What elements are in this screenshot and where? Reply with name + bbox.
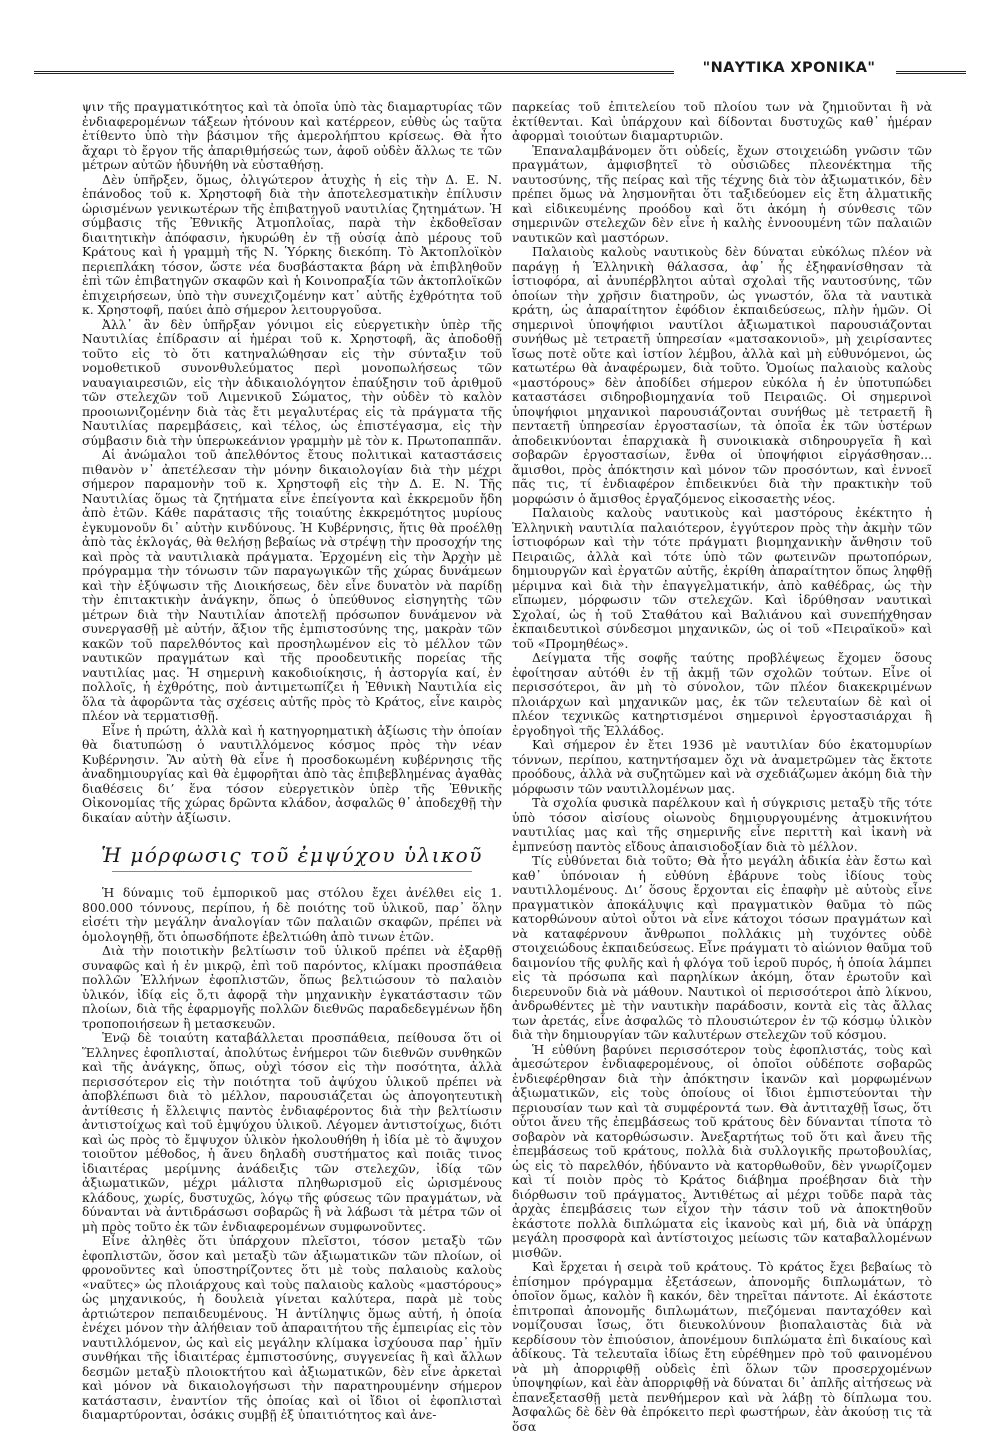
paragraph: Ἡ δύναμις τοῦ ἐμπορικοῦ μας στόλου ἔχει ἀνέλθει εἰς 1. 800.000 τόννους, περίπου, ἡ δὲ ποιότης τοῦ ὑλικοῦ, παρ᾽ ὅλην εἰσέτι τὴν μεγάλην ἀναλογίαν τῶν παλαιῶν σκαφῶν, πρέπει νὰ ὁμολογηθῇ, ὅτι ὁπωσδήποτε ἐβελτιώθη ἀπὸ τινων ἐτῶν.	[82, 886, 502, 944]
paragraph: Ἐνῷ δὲ τοιαύτη καταβάλλεται προσπάθεια, πείθουσα ὅτι οἱ Ἕλληνες ἐφοπλισταί, ἀπολύτως ἐνήμεροι τῶν διεθνῶν συνθηκῶν καὶ τῆς ἀνάγκης, ὅπως, οὐχὶ τόσον εἰς τὴν ποσότητα, ἀλλὰ περισσότερον εἰς τὴν ποιότητα τοῦ ἀψύχου ὑλικοῦ πρέπει νὰ ἀποβλέπωσι διὰ τὸ μέλλον, παρουσιάζεται ὡς ἀπογοητευτικὴ ἀντίθεσις ἡ ἔλλειψις παντὸς ἐνδιαφέροντος διὰ τὴν βελτίωσιν ἀντιστοίχως καὶ τοῦ ἐμψύχου ὑλικοῦ. Λέγομεν ἀντιστοίχως, διότι καὶ ὡς πρὸς τὸ ἔμψυχον ὑλικὸν ἠκολουθήθη ἡ ἰδία μὲ τὸ ἄψυχον τοιοῦτον μέθοδος, ἡ ἄνευ δηλαδὴ συστήματος καὶ ποιᾶς τινος ἰδιαιτέρας μερίμνης ἀνάδειξις τῶν στελεχῶν, ἰδίᾳ τῶν ἀξιωματικῶν, μέχρι μάλιστα πληθωρισμοῦ εἰς ὡρισμένους κλάδους, χωρίς, δυστυχῶς, λόγῳ τῆς φύσεως τῶν πραγμάτων, νὰ δύνανται νὰ ἀντιδράσωσι σοβαρῶς ἢ νὰ λάβωσι τὰ μέτρα τῶν οἱ μὴ πρὸς τοῦτο ἐκ τῶν ἐνδιαφερομένων συμφωνοῦντες.	[82, 1031, 502, 1234]
header-rule-left	[34, 71, 674, 74]
paragraph: Καὶ ἔρχεται ἡ σειρὰ τοῦ κράτους. Τὸ κράτος ἔχει βεβαίως τὸ ἐπίσημον πρόγραμμα ἐξετάσεων, ἀπονομῆς διπλωμάτων, τὸ ὁποῖον ὅμως, καλὸν ἢ κακόν, δὲν τηρεῖται πάντοτε. Αἱ ἑκάστοτε ἐπιτροπαὶ ἀπονομῆς διπλωμάτων, πιεζόμεναι πανταχόθεν καὶ νομίζουσαι ἴσως, ὅτι διευκολύνουν βιοπαλαιστὰς διὰ νὰ κερδίσουν τὸν ἐπιούσιον, ἀπονέμουν διπλώματα ἐπὶ δικαίους καὶ ἀδίκους. Τὰ τελευταῖα ἰδίως ἔτη εὑρέθημεν πρὸ τοῦ φαινομένου νὰ μὴ ἀπορριφθῇ οὐδεὶς ἐπὶ ὅλων τῶν προσερχομένων ὑποψηφίων, καὶ ἐὰν ἀπορριφθῇ νὰ δύναται δι᾽ ἁπλῆς αἰτήσεως νὰ ἐπανεξετασθῇ μετὰ πενθήμερον καὶ νὰ λάβῃ τὸ δίπλωμα του. Ἀσφαλῶς δὲ δὲν θὰ ἐπρόκειτο περὶ φωστήρων, ἐὰν ἀκούσῃ τις τὰ ὅσα	[512, 1260, 932, 1434]
page-header	[34, 58, 966, 88]
left-column	[82, 100, 502, 1423]
paragraph: Καὶ σήμερον ἐν ἔτει 1936 μὲ ναυτιλίαν δύο ἑκατομυρίων τόννων, περίπου, κατηντήσαμεν ὄχι νὰ ἀναμετρῶμεν τὰς ἔκτοτε προόδους, ἀλλὰ νὰ συζητῶμεν καὶ νὰ σχεδιάζωμεν ἀκόμη διὰ τὴν μόρφωσιν τῶν ναυτιλλομένων μας.	[512, 738, 932, 796]
paragraph: Παλαιοὺς καλοὺς ναυτικοὺς δὲν δύναται εὐκόλως πλέον νὰ παράγῃ ἡ Ἑλληνικὴ θάλασσα, ἀφ᾽ ἧς ἐξηφανίσθησαν τὰ ἱστιοφόρα, αἱ ἀνυπέρβλητοι αὐταὶ σχολαὶ τῆς ναυτοσύνης, τῶν ὁποίων τὴν χρῆσιν διατηροῦν, ὡς γνωστόν, ὅλα τὰ ναυτικὰ κράτη, ὡς ἀπαραίτητον ἐφόδιον ἐκπαιδεύσεως, πλὴν ἡμῶν. Οἱ σημερινοὶ ὑποψήφιοι ναυτίλοι ἀξιωματικοὶ παρουσιάζονται συνήθως μὲ τετραετῆ ὑπηρεσίαν «ματσακονιοῦ», μὴ χειρίσαντες ἴσως ποτὲ οὔτε καὶ ἱστίον λέμβου, ἀλλὰ καὶ μὴ εὐθυνόμενοι, ὡς κατωτέρω θὰ ἀναφέρωμεν, διὰ τοῦτο. Ὁμοίως παλαιοὺς καλοὺς «μαστόρους» δὲν ἀποδίδει σήμερον εὐκόλα ἡ ἐν ὑποτυπώδει καταστάσει σιδηροβιομηχανία τοῦ Πειραιῶς. Οἱ σημερινοὶ ὑποψήφιοι μηχανικοὶ παρουσιάζονται συνήθως μὲ τετραετῆ ἢ πενταετῆ ὑπηρεσίαν ἐργοστασίων, τὰ ὁποῖα ἐκ τῶν ὑστέρων ἀποδεικνύονται ἐπαρχιακὰ ἢ συνοικιακὰ σιδηρουργεῖα ἢ καὶ σοβαρῶν ἐργοστασίων, ἔνθα οἱ ὑποψήφιοι εἰργάσθησαν... ἄμισθοι, πρὸς ἀπόκτησιν καὶ μόνον τῶν προσόντων, καὶ ἐννοεῖ πᾶς τις, τί ἐνδιαφέρον ἐπιδεικνύει διὰ τὴν πρακτικὴν τοῦ μορφώσιν ὁ ἄμισθος ἐργαζόμενος εἰκοσαετὴς νέος.	[512, 245, 932, 506]
paragraph: Τίς εὐθύνεται διὰ τοῦτο; Θὰ ἦτο μεγάλη ἀδικία ἐὰν ἔστω καὶ καθ᾽ ὑπόνοιαν ἡ εὐθύνη ἐβάρυνε τοὺς ἰδίους τοὺς ναυτιλλομένους. Διʼ ὅσους ἔρχονται εἰς ἐπαφὴν μὲ αὐτοὺς εἶνε πραγματικὸν ἀποκάλυψις καὶ πραγματικὸν θαῦμα τὸ πῶς κατορθώνουν αὐτοὶ οὗτοι νὰ εἶνε κάτοχοι τόσων πραγμάτων καὶ νὰ καταφέρνουν ἄνθρωποι πολλάκις μὴ τυχόντες οὐδὲ στοιχειώδους ἐκπαιδεύσεως. Εἶνε πράγματι τὸ αἰώνιον θαῦμα τοῦ δαιμονίου τῆς φυλῆς καὶ ἡ φλόγα τοῦ ἱεροῦ πυρός, ἡ ὁποία λάμπει εἰς τὰ πρόσωπα καὶ παρηλίκων ἀκόμη, ὅταν ἐρωτοῦν καὶ διερευνοῦν διὰ νὰ μάθουν. Ναυτικοὶ οἱ περισσότεροι ἀπὸ λίκνου, ἀνδρωθέντες μὲ τὴν ναυτικὴν παράδοσιν, κοντὰ εἰς τὰς ἄλλας των ἀρετάς, εἶνε ἀσφαλῶς τὸ πλουσιώτερον ἐν τῷ κόσμῳ ὑλικὸν διὰ τὴν δημιουργίαν τῶν καλυτέρων στελεχῶν τοῦ κόσμου.	[512, 854, 932, 1042]
paragraph: Παλαιοὺς καλοὺς ναυτικοὺς καὶ μαστόρους ἐκέκτητο ἡ Ἑλληνικὴ ναυτιλία παλαιότερον, ἐγγύτερον πρὸς τὴν ἀκμὴν τῶν ἱστιοφόρων καὶ τὴν τότε πράγματι βιομηχανικὴν ἄνθησιν τοῦ Πειραιῶς, ἀλλὰ καὶ τότε ὑπὸ τῶν φωτεινῶν πρωτοπόρων, δημιουργῶν καὶ ἐργατῶν αὐτῆς, ἐκρίθη ἀπαραίτητον ὅπως ληφθῇ μέριμνα καὶ διὰ τὴν ἐπαγγελματικήν, ἀπὸ καθέδρας, ὡς τὴν εἴπωμεν, μόρφωσιν τῶν στελεχῶν. Καὶ ἱδρύθησαν ναυτικαὶ Σχολαί, ὡς ἡ τοῦ Σταθάτου καὶ Βαλιάνου καὶ συνεπήχθησαν ἐκπαιδευτικοὶ σύνδεσμοι μηχανικῶν, ὡς οἱ τοῦ «Πειραϊκοῦ» καὶ τοῦ «Προμηθέως».	[512, 506, 932, 651]
paragraph: παρκείας τοῦ ἐπιτελείου τοῦ πλοίου των νὰ ζημιοῦνται ἢ νὰ ἐκτίθενται. Καὶ ὑπάρχουν καὶ δίδονται δυστυχῶς καθ᾽ ἡμέραν ἀφορμαὶ τοιούτων διαμαρτυριῶν.	[512, 100, 932, 143]
paragraph: Αἱ ἀνώμαλοι τοῦ ἀπελθόντος ἔτους πολιτικαὶ καταστάσεις πιθανὸν ν᾽ ἀπετέλεσαν τὴν μόνην δικαιολογίαν διὰ τὴν μέχρι σήμερον παραμονὴν τοῦ κ. Χρηστοφῆ εἰς τὴν Δ. Ε. Ν. Τῆς Ναυτιλίας ὅμως τὰ ζητήματα εἶνε ἐπείγοντα καὶ ἐκκρεμοῦν ἤδη ἀπὸ ἐτῶν. Κάθε παράτασις τῆς τοιαύτης ἐκκρεμότητος μυρίους ἐγκυμονοῦν δι᾽ αὐτὴν κινδύνους. Ἡ Κυβέρνησις, ἥτις θὰ προέλθῃ ἀπὸ τὰς ἐκλογάς, θὰ θελήσῃ βεβαίως νὰ στρέψῃ τὴν προσοχήν της καὶ πρὸς τὰ ναυτιλιακὰ πράγματα. Ἐρχομένη εἰς τὴν Ἀρχὴν μὲ πρόγραμμα τὴν τόνωσιν τῶν παραγωγικῶν τῆς χώρας δυνάμεων καὶ τὴν ἐξύψωσιν τῆς Διοικήσεως, δὲν εἶνε δυνατὸν νὰ παρίδῃ τὴν ἐπιτακτικὴν ἀνάγκην, ὅπως ὁ ὑπεύθυνος εἰσηγητὴς τῶν μέτρων διὰ τὴν Ναυτιλίαν ἀποτελῇ πρόσωπον δυνάμενον νὰ συνεργασθῇ μὲ αὐτήν, ἄξιον τῆς ἐμπιστοσύνης της, μακρὰν τῶν κακῶν τοῦ παρελθόντος καὶ προσηλωμένον εἰς τὸ μέλλον τῶν ναυτικῶν πραγμάτων καὶ τῆς προοδευτικῆς πορείας τῆς ναυτιλίας μας. Ἡ σημερινὴ κακοδιοίκησις, ἡ ἀστοργία καί, ἐν πολλοῖς, ἡ ἐχθρότης, ποὺ ἀντιμετωπίζει ἡ Ἐθνικὴ Ναυτιλία εἰς ὅλα τὰ ἀφορῶντα τὰς σχέσεις αὐτῆς πρὸς τὸ Κράτος, εἶνε καιρὸς πλέον νὰ τερματισθῇ.	[82, 448, 502, 723]
journal-title: "ΝΑΥΤΙΚΑ ΧΡΟΝΙΚΑ"	[702, 60, 876, 76]
paragraph: Τὰ σχολία φυσικὰ παρέλκουν καὶ ἡ σύγκρισις μεταξὺ τῆς τότε ὑπὸ τόσον αἰσίους οἰωνοὺς δημιουργουμένης ἀτμοκινήτου ναυτιλίας μας καὶ τῆς σημερινῆς εἶνε περιττὴ καὶ ἱκανὴ νὰ ἐμπνεύσῃ παντὸς εἴδους ἀπαισιοδοξίαν διὰ τὸ μέλλον.	[512, 796, 932, 854]
section-title: Ἡ μόρφωσις τοῦ ἐμψύχου ὑλικοῦ	[82, 843, 502, 872]
paragraph: Εἶνε ἡ πρώτη, ἀλλὰ καὶ ἡ κατηγορηματικὴ ἀξίωσις τὴν ὁποίαν θὰ διατυπώσῃ ὁ ναυτιλλόμενος κόσμος πρὸς τὴν νέαν Κυβέρνησιν. Ἂν αὐτὴ θὰ εἶνε ἡ προσδοκωμένη κυβέρνησις τῆς ἀναδημιουργίας καὶ θὰ ἐμφορῆται ἀπὸ τὰς ἐπιβεβλημένας ἀγαθὰς διαθέσεις διʼ ἕνα τόσον εὐεργετικὸν ὑπὲρ τῆς Ἐθνικῆς Οἰκονομίας τῆς χώρας δρῶντα κλάδον, ἀσφαλῶς θ᾽ ἀποδεχθῇ τὴν δικαίαν αὐτὴν ἀξίωσιν.	[82, 723, 502, 825]
paragraph: Ἡ εὐθύνη βαρύνει περισσότερον τοὺς ἐφοπλιστάς, τοὺς καὶ ἀμεσώτερον ἐνδιαφερομένους, οἱ ὁποῖοι οὐδέποτε σοβαρῶς ἐνδιεφέρθησαν διὰ τὴν ἀπόκτησιν ἱκανῶν καὶ μορφωμένων ἀξιωματικῶν, εἰς τοὺς ὁποίους οἱ ἴδιοι ἐμπιστεύονται τὴν περιουσίαν των καὶ τὰ συμφέροντά των. Θὰ ἀντιταχθῇ ἴσως, ὅτι οὗτοι ἄνευ τῆς ἐπεμβάσεως τοῦ κράτους δὲν δύνανται τίποτα τὸ σοβαρὸν νὰ κατορθώσωσιν. Ἀνεξαρτήτως τοῦ ὅτι καὶ ἄνευ τῆς ἐπεμβάσεως τοῦ κράτους, πολλὰ διὰ συλλογικῆς πρωτοβουλίας, ὡς εἰς τὸ παρελθόν, ἠδύναντο νὰ κατορθωθοῦν, δὲν γνωρίζομεν καὶ τί ποιὸν πρὸς τὸ Κράτος διάβημα προέβησαν διὰ τὴν διόρθωσιν τοῦ πράγματος. Ἀντιθέτως αἱ μέχρι τοῦδε παρὰ τὰς ἀρχὰς ἐπεμβάσεις των εἶχον τὴν τάσιν τοῦ νὰ ἀποκτηθοῦν ἑκάστοτε πολλὰ διπλώματα εἰς ἱκανοὺς καὶ μή, διὰ νὰ ὑπάρχῃ μεγάλη προσφορὰ καὶ ἀντίστοιχος μείωσις τῶν καταβαλλομένων μισθῶν.	[512, 1042, 932, 1260]
paragraph: Εἶνε ἀληθὲς ὅτι ὑπάρχουν πλεῖστοι, τόσον μεταξὺ τῶν ἐφοπλιστῶν, ὅσον καὶ μεταξὺ τῶν ἀξιωματικῶν τῶν πλοίων, οἱ φρονοῦντες καὶ ὑποστηρίζοντες ὅτι μὲ τοὺς παλαιοὺς καλοὺς «ναῦτες» ὡς πλοιάρχους καὶ τοὺς παλαιοὺς καλοὺς «μαστόρους» ὡς μηχανικούς, ἡ δουλειὰ γίνεται καλύτερα, παρὰ μὲ τοὺς ἀρτιώτερον πεπαιδευμένους. Ἡ ἀντίληψις ὅμως αὐτή, ἡ ὁποία ἐνέχει μόνον τὴν ἀλήθειαν τοῦ ἀπαραιτήτου τῆς ἐμπειρίας εἰς τὸν ναυτιλλόμενον, ὡς καὶ εἰς μεγάλην κλίμακα ἰσχύουσα παρ᾽ ἡμῖν συνθήκαι τῆς ἰδιαιτέρας ἐμπιστοσύνης, συγγενείας ἢ καὶ ἄλλων δεσμῶν μεταξὺ πλοιοκτήτου καὶ ἀξιωματικῶν, δὲν εἶνε ἀρκεταὶ καὶ μόνον νὰ δικαιολογήσωσι τὴν παρατηρουμένην σήμερον κατάστασιν, ἐναντίον τῆς ὁποίας καὶ οἱ ἴδιοι οἱ ἐφοπλισταὶ διαμαρτύρονται, ὁσάκις συμβῇ ἐξ ὑπαιτιότητος καὶ ἀνε-	[82, 1234, 502, 1422]
header-rule-right	[896, 71, 966, 74]
paragraph: Ἐπαναλαμβάνομεν ὅτι οὐδείς, ἔχων στοιχειώδη γνῶσιν τῶν πραγμάτων, ἀμφισβητεῖ τὸ οὐσιῶδες πλεονέκτημα τῆς ναυτοσύνης, τῆς πείρας καὶ τῆς τέχνης διὰ τὸν ἀξιωματικόν, δὲν πρέπει ὅμως νὰ λησμονῆται ὅτι ταξιδεύομεν εἰς ἔτη ἀλματικῆς καὶ εἰδικευμένης προόδου καὶ ὅτι ἀκόμη ἡ σύνθεσις τῶν σημερινῶν στελεχῶν δὲν εἶνε ἡ καλὴς ἐννοουμένη τῶν παλαιῶν ναυτικῶν καὶ μαστόρων.	[512, 143, 932, 245]
right-column	[512, 100, 932, 1434]
paragraph: Δείγματα τῆς σοφῆς ταύτης προβλέψεως ἔχομεν ὅσους ἐφοίτησαν αὐτόθι ἐν τῇ ἀκμῇ τῶν σχολῶν τούτων. Εἶνε οἱ περισσότεροι, ἂν μὴ τὸ σύνολον, τῶν πλέον διακεκριμένων πλοιάρχων καὶ μηχανικῶν μας, ἐκ τῶν τελευταίων δὲ καὶ οἱ πλέον τεχνικῶς κατηρτισμένοι σημερινοὶ ἐργοστασιάρχαι ἢ ἐργοδηγοὶ τῆς Ἑλλάδος.	[512, 651, 932, 738]
paragraph: Διὰ τὴν ποιοτικὴν βελτίωσιν τοῦ ὑλικοῦ πρέπει νὰ ἐξαρθῇ συναφῶς καὶ ἡ ἐν μικρῷ, ἐπὶ τοῦ παρόντος, κλίμακι προσπάθεια πολλῶν Ἑλλήνων ἐφοπλιστῶν, ὅπως βελτιώσουν τὸ παλαιὸν ὑλικόν, ἰδίᾳ εἰς ὅ,τι ἀφορᾷ τὴν μηχανικὴν ἐγκατάστασιν τῶν πλοίων, διὰ τῆς ἐφαρμογῆς πολλῶν διεθνῶς παραδεδεγμένων ἤδη τροποποιήσεων ἢ μετασκευῶν.	[82, 944, 502, 1031]
paragraph: ψιν τῆς πραγματικότητος καὶ τὰ ὁποῖα ὑπὸ τὰς διαμαρτυρίας τῶν ἐνδιαφερομένων τάξεων ἠτόνουν καὶ κατέρρεον, εὐθὺς ὡς ταῦτα ἐτίθεντο ὑπὸ τὴν βάσιμον τῆς ἀμερολήπτου κρίσεως. Θὰ ἦτο ἄχαρι τὸ ἔργον τῆς ἀπαριθμήσεώς των, ἀφοῦ οὐδὲν ἄλλως τε τῶν μέτρων αὐτῶν ἠδυνήθη νὰ εὐσταθήσῃ.	[82, 100, 502, 172]
paragraph: Δὲν ὑπῆρξεν, ὅμως, ὀλιγώτερον ἀτυχὴς ἡ εἰς τὴν Δ. Ε. Ν. ἐπάνοδος τοῦ κ. Χρηστοφῆ διὰ τὴν ἀποτελεσματικὴν ἐπίλυσιν ὡρισμένων γενικωτέρων τῆς ἐπιβατηγοῦ ναυτιλίας ζητημάτων. Ἡ σύμβασις τῆς Ἐθνικῆς Ἀτμοπλοΐας, παρὰ τὴν ἐκδοθεῖσαν διαιτητικὴν ἀπόφασιν, ἠκυρώθη ἐν τῇ οὐσίᾳ ἀπὸ μέρους τοῦ Κράτους καὶ ἡ γραμμὴ τῆς Ν. Ὑόρκης διεκόπη. Τὸ Ἀκτοπλοϊκὸν περιεπλάκη τόσον, ὥστε νέα δυσβάστακτα βάρη νὰ ἐπιβληθοῦν ἐπὶ τῶν ἐπιβατηγῶν σκαφῶν καὶ ἡ Κοινοπραξία τῶν ἀκτοπλοϊκῶν ἐπιχειρήσεων, ὑπὸ τὴν συνεχιζομένην κατ᾽ αὐτῆς ἐχθρότητα τοῦ κ. Χρηστοφῆ, παύει ἀπὸ σήμερον λειτουργοῦσα.	[82, 172, 502, 317]
paragraph: Ἀλλ᾽ ἂν δὲν ὑπῆρξαν γόνιμοι εἰς εὐεργετικὴν ὑπὲρ τῆς Ναυτιλίας ἐπίδρασιν αἱ ἡμέραι τοῦ κ. Χρηστοφῆ, ἂς ἀποδοθῇ τοῦτο εἰς τὸ ὅτι κατηναλώθησαν εἰς τὴν σύνταξιν τοῦ νομοθετικοῦ συνονθυλεύματος περὶ μονοπωλήσεως τῶν ναυαγιαιρεσιῶν, εἰς τὴν ἀδικαιολόγητον ἐπαύξησιν τοῦ ἀριθμοῦ τῶν στελεχῶν τοῦ Λιμενικοῦ Σώματος, τὴν οὐδὲν τὸ καλὸν προοιωνιζομένην διὰ τὰς ἔτι μεγαλυτέρας εἰς τὰ πράγματα τῆς Ναυτιλίας παρεμβάσεις, καὶ τέλος, ὡς ἐπιστέγασμα, εἰς τὴν σύμβασιν διὰ τὴν ὑπερωκεάνιον γραμμὴν μὲ τὸν κ. Πρωτοπαππᾶν.	[82, 317, 502, 448]
